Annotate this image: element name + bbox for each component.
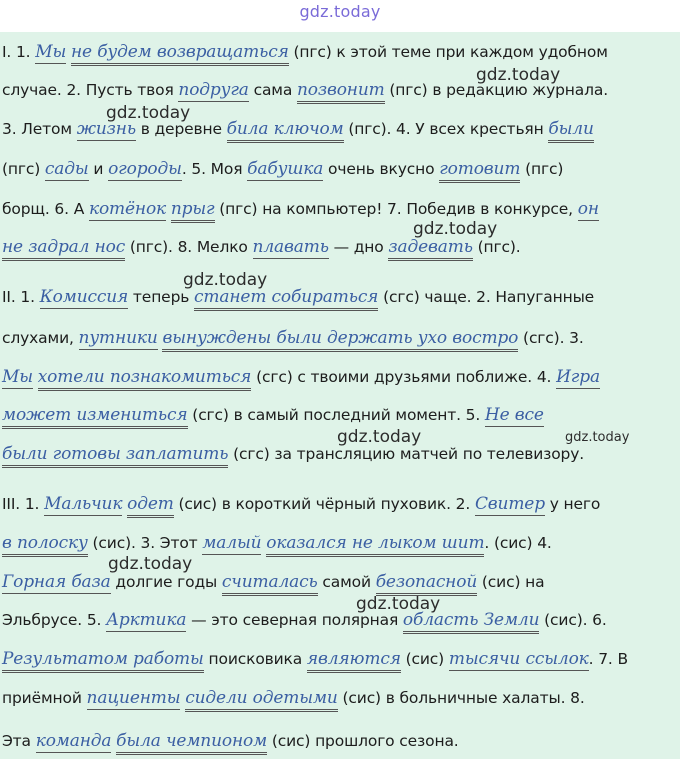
text-line bbox=[2, 533, 552, 553]
predicate-phrase: оказался не лыком шит bbox=[266, 533, 484, 557]
subject-phrase: Мальчик bbox=[44, 494, 123, 514]
plain-text: (сис) bbox=[400, 650, 449, 668]
subject-phrase: сады bbox=[44, 159, 89, 179]
predicate-phrase: била ключом bbox=[227, 119, 344, 143]
predicate-phrase: сидели одетыми bbox=[185, 688, 337, 712]
subject-phrase: огороды bbox=[108, 159, 182, 179]
plain-text: (сгс) с твоими друзьями поближе. 4. bbox=[251, 368, 557, 386]
subject-phrase: Свитер bbox=[474, 494, 545, 514]
predicate-phrase: была чемпионом bbox=[116, 731, 267, 755]
plain-text: (сгс). 3. bbox=[518, 329, 584, 347]
text-line bbox=[2, 731, 459, 751]
text-line bbox=[2, 328, 584, 348]
header-watermark: gdz.today bbox=[299, 2, 381, 21]
text-line bbox=[2, 367, 600, 387]
text-line bbox=[2, 610, 607, 630]
plain-text: Эльбрусе. 5. bbox=[2, 611, 107, 629]
plain-text: (пгс). 8. Мелко bbox=[125, 238, 253, 256]
plain-text: I. 1. bbox=[2, 43, 36, 61]
predicate-phrase: готовит bbox=[439, 159, 520, 183]
plain-text: сама bbox=[248, 81, 297, 99]
predicate-phrase: прыг bbox=[171, 199, 215, 223]
subject-phrase: бабушка bbox=[247, 159, 324, 179]
plain-text: (сгс) в самый последний момент. 5. bbox=[187, 406, 485, 424]
plain-text: Эта bbox=[2, 732, 36, 750]
watermark: gdz.today bbox=[476, 65, 561, 85]
subject-phrase: жизнь bbox=[76, 119, 136, 139]
predicate-phrase: область Земли bbox=[403, 610, 539, 634]
predicate-phrase: позвонит bbox=[297, 80, 385, 104]
watermark: gdz.today bbox=[108, 554, 193, 574]
watermark: gdz.today bbox=[106, 103, 191, 123]
plain-text: (пгс). 4. У всех крестьян bbox=[343, 120, 549, 138]
plain-text: — это северная полярная bbox=[186, 611, 403, 629]
watermark: gdz.today bbox=[337, 427, 422, 447]
text-line bbox=[2, 287, 594, 307]
plain-text: и bbox=[88, 160, 109, 178]
plain-text: поисковика bbox=[203, 650, 307, 668]
plain-text: (сис) прошлого сезона. bbox=[267, 732, 459, 750]
plain-text: (пгс) bbox=[520, 160, 564, 178]
watermark: gdz.today bbox=[356, 594, 441, 614]
subject-phrase: путники bbox=[78, 328, 158, 348]
plain-text: приёмной bbox=[2, 689, 87, 707]
predicate-phrase: задевать bbox=[388, 237, 472, 261]
subject-phrase: он bbox=[577, 199, 599, 219]
plain-text: в деревне bbox=[135, 120, 227, 138]
plain-text: теперь bbox=[128, 288, 195, 306]
plain-text: 3. Летом bbox=[2, 120, 77, 138]
predicate-phrase: являются bbox=[307, 649, 401, 673]
predicate-phrase: безопасной bbox=[376, 572, 477, 596]
plain-text: (пгс) в редакцию журнала. bbox=[384, 81, 609, 99]
watermark: gdz.today bbox=[183, 270, 268, 290]
predicate-phrase: не задрал нос bbox=[2, 237, 125, 261]
predicate-phrase: хотели познакомиться bbox=[38, 367, 252, 391]
predicate-phrase: были готовы заплатить bbox=[2, 444, 228, 468]
text-line bbox=[2, 572, 544, 592]
plain-text: — дно bbox=[328, 238, 389, 256]
plain-text: очень вкусно bbox=[323, 160, 440, 178]
text-line bbox=[2, 444, 584, 464]
subject-phrase: Мы bbox=[2, 367, 33, 387]
subject-phrase: Игра bbox=[556, 367, 600, 387]
plain-text: (сис). 6. bbox=[539, 611, 607, 629]
text-line bbox=[2, 199, 599, 219]
text-line bbox=[2, 494, 600, 514]
plain-text: (сис). 3. Этот bbox=[87, 534, 203, 552]
exercise-panel bbox=[0, 32, 680, 759]
subject-phrase: Мы bbox=[35, 42, 67, 62]
watermark: gdz.today bbox=[565, 430, 630, 445]
text-line bbox=[2, 237, 521, 257]
subject-phrase: плавать bbox=[252, 237, 329, 257]
subject-phrase: Арктика bbox=[106, 610, 187, 630]
plain-text: долгие годы bbox=[110, 573, 222, 591]
plain-text: . 7. В bbox=[588, 650, 628, 668]
text-line bbox=[2, 405, 544, 425]
plain-text: (пгс) к этой теме при каждом удобном bbox=[288, 43, 608, 61]
predicate-phrase: считалась bbox=[222, 572, 318, 596]
plain-text: . 5. Моя bbox=[181, 160, 248, 178]
plain-text: (пгс) bbox=[2, 160, 45, 178]
subject-phrase: Не все bbox=[484, 405, 544, 425]
predicate-phrase: может измениться bbox=[2, 405, 188, 429]
text-line bbox=[2, 649, 628, 669]
subject-phrase: котёнок bbox=[88, 199, 167, 219]
plain-text: . (сис) 4. bbox=[484, 534, 552, 552]
plain-text: самой bbox=[317, 573, 376, 591]
plain-text: III. 1. bbox=[2, 495, 45, 513]
plain-text: (сис) на bbox=[477, 573, 545, 591]
plain-text: (сис) в больничные халаты. 8. bbox=[337, 689, 585, 707]
text-line bbox=[2, 688, 585, 708]
predicate-phrase: в полоску bbox=[2, 533, 88, 557]
subject-phrase: команда bbox=[35, 731, 112, 751]
subject-phrase: пациенты bbox=[86, 688, 181, 708]
predicate-phrase: вынуждены были держать ухо востро bbox=[162, 328, 518, 352]
text-line bbox=[2, 119, 594, 139]
predicate-phrase: станет собираться bbox=[194, 287, 378, 311]
predicate-phrase: Результатом работы bbox=[2, 649, 204, 673]
subject-phrase: Комиссия bbox=[39, 287, 129, 307]
plain-text: (сис) в короткий чёрный пуховик. 2. bbox=[173, 495, 475, 513]
predicate-phrase: не будем возвращаться bbox=[71, 42, 289, 66]
plain-text: борщ. 6. А bbox=[2, 200, 89, 218]
plain-text: (пгс). bbox=[472, 238, 521, 256]
plain-text: у него bbox=[544, 495, 601, 513]
plain-text: (сгс) за трансляцию матчей по телевизору. bbox=[228, 445, 585, 463]
text-line bbox=[2, 42, 608, 62]
watermark: gdz.today bbox=[413, 219, 498, 239]
plain-text: (пгс) на компьютер! 7. Победив в конкурсе, bbox=[214, 200, 578, 218]
predicate-phrase: одет bbox=[127, 494, 174, 518]
text-line bbox=[2, 159, 563, 179]
plain-text: (сгс) чаще. 2. Напуганные bbox=[378, 288, 595, 306]
plain-text: II. 1. bbox=[2, 288, 40, 306]
subject-phrase: тысячи ссылок bbox=[448, 649, 589, 669]
subject-phrase: малый bbox=[202, 533, 262, 553]
subject-phrase: подруга bbox=[178, 80, 249, 100]
plain-text: случае. 2. Пусть твоя bbox=[2, 81, 179, 99]
subject-phrase: Горная база bbox=[2, 572, 111, 592]
predicate-phrase: были bbox=[548, 119, 593, 143]
plain-text: слухами, bbox=[2, 329, 79, 347]
